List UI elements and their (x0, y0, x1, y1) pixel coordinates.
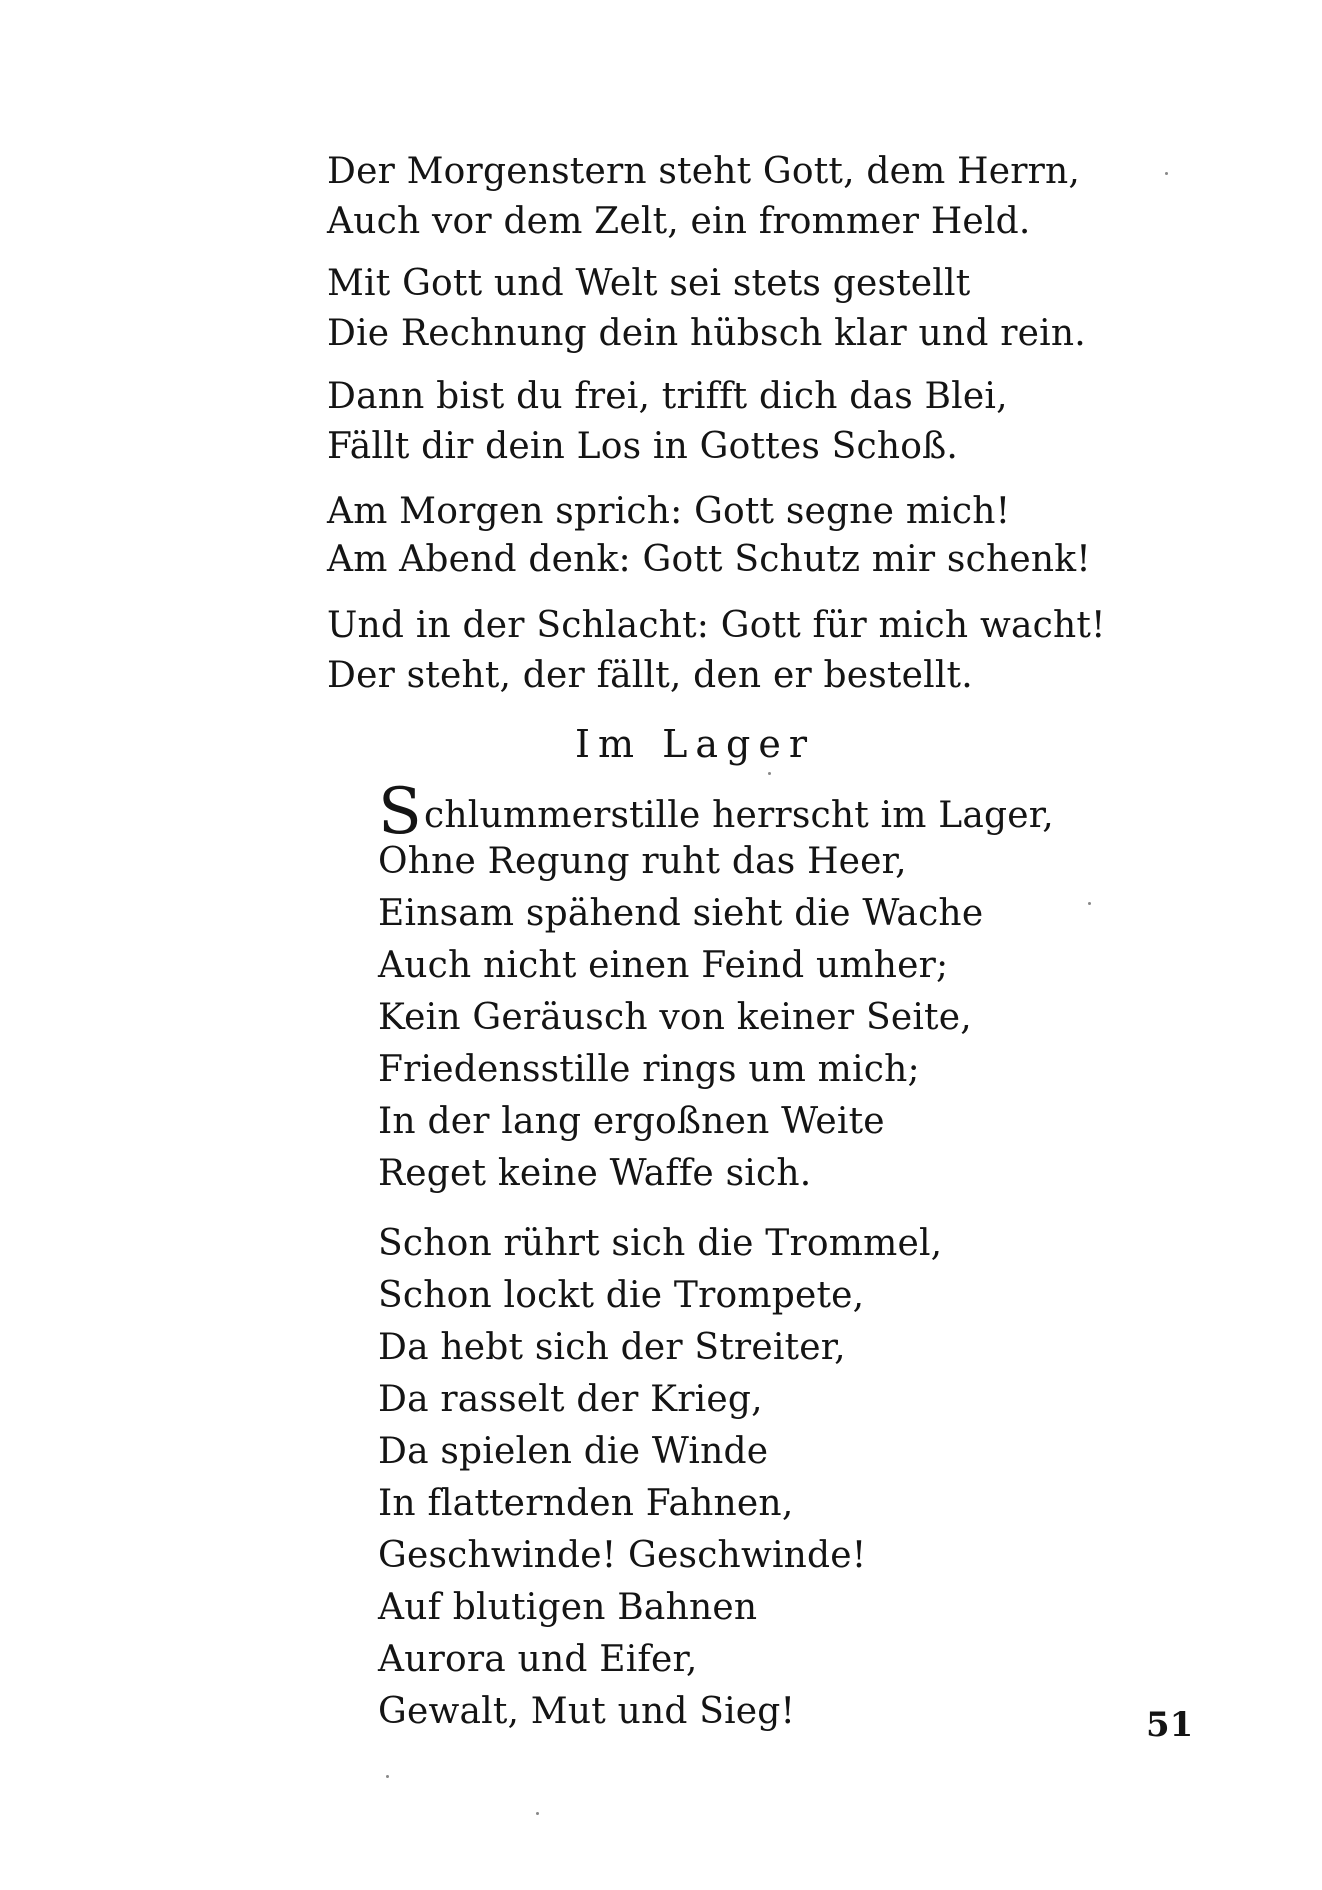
scan-speck (1088, 902, 1091, 905)
scan-speck (386, 1775, 389, 1778)
page-number: 51 (1146, 1705, 1194, 1745)
verse-line: Der Morgenstern steht Gott, dem Herrn, (327, 151, 1081, 192)
verse-line: Mit Gott und Welt sei stets gestellt (327, 263, 971, 304)
verse-line: Auch vor dem Zelt, ein frommer Held. (327, 201, 1031, 242)
drop-cap: S (378, 775, 423, 849)
verse-line: Da rasselt der Krieg, (378, 1379, 763, 1420)
verse-line: Reget keine Waffe sich. (378, 1153, 812, 1194)
verse-line: Auf blutigen Bahnen (378, 1587, 758, 1628)
verse-line: Schon lockt die Trompete, (378, 1275, 865, 1316)
verse-line: Aurora und Eifer, (378, 1639, 698, 1680)
verse-line: Da spielen die Winde (378, 1431, 769, 1472)
verse-line: In der lang ergoßnen Weite (378, 1101, 885, 1142)
verse-line: Die Rechnung dein hübsch klar und rein. (327, 313, 1086, 354)
verse-line: Friedensstille rings um mich; (378, 1049, 920, 1090)
verse-line: Am Abend denk: Gott Schutz mir schenk! (327, 539, 1091, 580)
poem-title: Im Lager (575, 722, 815, 766)
verse-line: Und in der Schlacht: Gott für mich wacht! (327, 605, 1106, 646)
scan-speck (1165, 172, 1168, 175)
verse-line: Geschwinde! Geschwinde! (378, 1535, 867, 1576)
verse-line: Der steht, der fällt, den er bestellt. (327, 655, 973, 696)
verse-line: Fällt dir dein Los in Gottes Schoß. (327, 426, 959, 467)
verse-line: Gewalt, Mut und Sieg! (378, 1691, 796, 1732)
scan-speck (536, 1812, 539, 1815)
verse-line: Am Morgen sprich: Gott segne mich! (327, 491, 1011, 532)
verse-line: Kein Geräusch von keiner Seite, (378, 997, 972, 1038)
verse-line: Auch nicht einen Feind umher; (378, 945, 949, 986)
verse-line: Schon rührt sich die Trommel, (378, 1223, 943, 1264)
verse-line: Da hebt sich der Streiter, (378, 1327, 846, 1368)
verse-line: In flatternden Fahnen, (378, 1483, 794, 1524)
verse-line: Einsam spähend sieht die Wache (378, 893, 984, 934)
verse-line: Ohne Regung ruht das Heer, (378, 841, 907, 882)
verse-line-first (378, 775, 1054, 849)
verse-line-first-rest: chlummerstille herrscht im Lager, (424, 795, 1054, 836)
scan-speck (768, 772, 771, 775)
verse-line: Dann bist du frei, trifft dich das Blei, (327, 376, 1008, 417)
